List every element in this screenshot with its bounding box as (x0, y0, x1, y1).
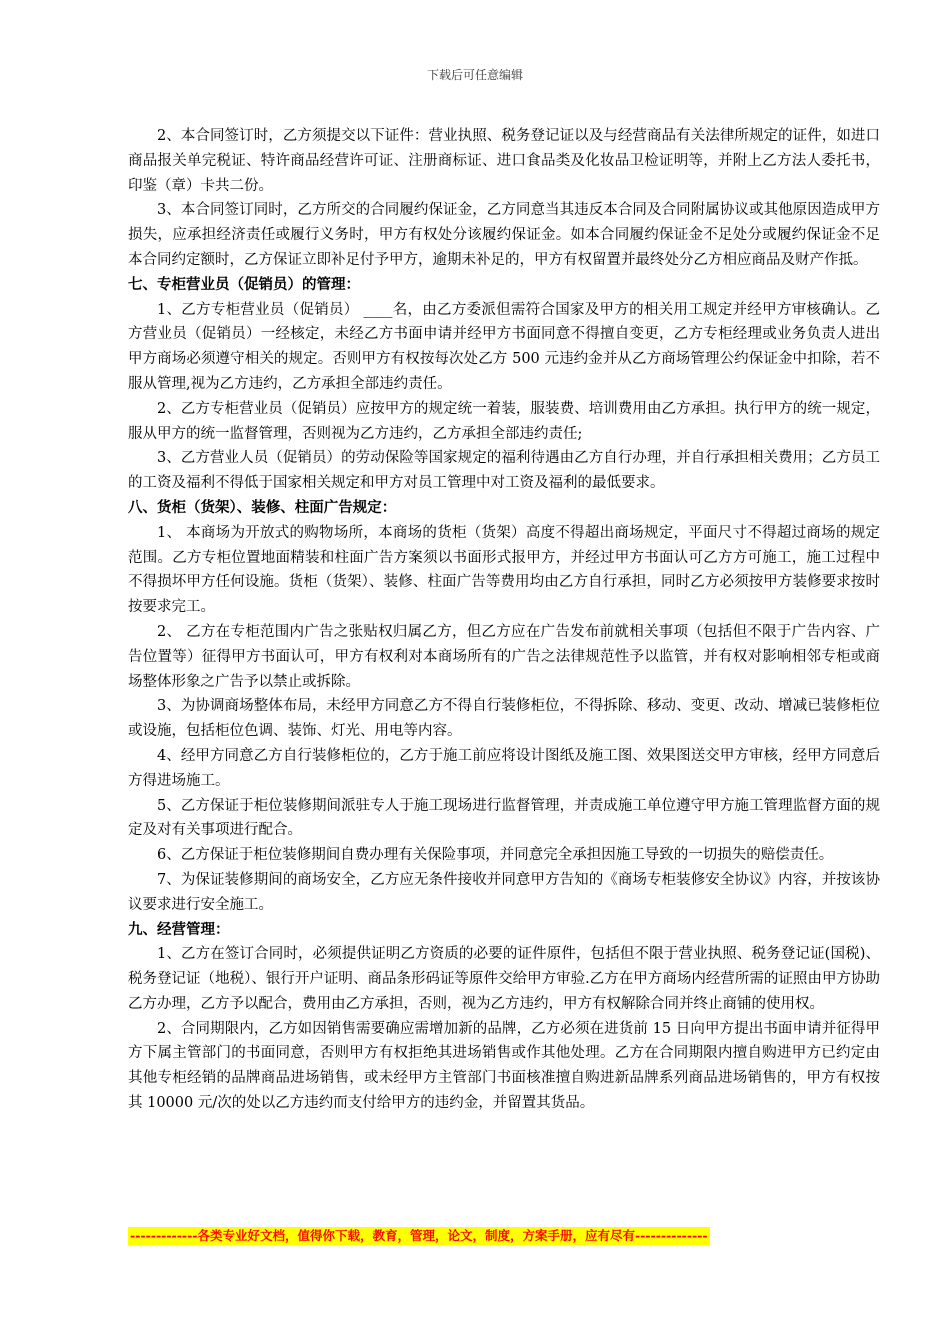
paragraph: 2、 乙方在专柜范围内广告之张贴权归属乙方，但乙方应在广告发布前就相关事项（包括但不限于广告内容、广告位置等）征得甲方书面认可，甲方有权利对本商场所有的广告之法律规范性予以监管，并有权对影响相邻专柜或商场整体形象之广告予以禁止或拆除。 (128, 623, 880, 690)
paragraph: 3、为协调商场整体布局，未经甲方同意乙方不得自行装修柜位，不得拆除、移动、变更、改动、增减已装修柜位或设施，包括柜位色调、装饰、灯光、用电等内容。 (128, 698, 880, 740)
paragraph: 2、本合同签订时，乙方须提交以下证件：营业执照、税务登记证以及与经营商品有关法律所规定的证件，如进口商品报关单完税证、特许商品经营许可证、注册商标证、进口食品类及化妆品卫检证明等，并附上乙方法人委托书，印鉴（章）卡共二份。 (128, 128, 880, 194)
paragraph: 1、乙方专柜营业员（促销员） ____名，由乙方委派但需符合国家及甲方的相关用工规定并经甲方审核确认。乙方营业员（促销员）一经核定，未经乙方书面申请并经甲方书面同意不得擅自变更，乙方专柜经理或业务负责人进出甲方商场必须遵守相关的规定。否则甲方有权按每次处乙方 500 元违约金并从乙方商场管理公约保证金中扣除，若不服从管理,视为乙方违约，乙方承担全部违约责任。 (128, 301, 880, 392)
paragraph: 5、乙方保证于柜位装修期间派驻专人于施工现场进行监督管理，并责成施工单位遵守甲方施工管理监督方面的规定及对有关事项进行配合。 (128, 797, 880, 839)
section-heading-9: 九、经营管理： (128, 921, 230, 938)
paragraph: 1、 本商场为开放式的购物场所，本商场的货柜（货架）高度不得超出商场规定，平面尺寸不得超过商场的规定范围。乙方专柜位置地面精装和柱面广告方案须以书面形式报甲方，并经过甲方书面认可乙方方可施工，施工过程中不得损坏甲方任何设施。货柜（货架）、装修、柱面广告等费用均由乙方自行承担，同时乙方必须按甲方装修要求按时按要求完工。 (128, 524, 880, 616)
paragraph: 7、为保证装修期间的商场安全，乙方应无条件接收并同意甲方告知的《商场专柜装修安全协议》内容，并按该协议要求进行安全施工。 (128, 871, 880, 913)
paragraph: 2、乙方专柜营业员（促销员）应按甲方的规定统一着装，服装费、培训费用由乙方承担。执行甲方的统一规定，服从甲方的统一监督管理，否则视为乙方违约，乙方承担全部违约责任; (128, 400, 880, 442)
document-body (128, 124, 880, 1116)
paragraph: 3、乙方营业人员（促销员）的劳动保险等国家规定的福利待遇由乙方自行办理，并自行承担相关费用；乙方员工的工资及福利不得低于国家相关规定和甲方对员工管理中对工资及福利的最低要求。 (128, 450, 880, 492)
paragraph: 2、合同期限内，乙方如因销售需要确应需增加新的品牌，乙方必须在进货前 15 日向甲方提出书面申请并征得甲方下属主管部门的书面同意，否则甲方有权拒绝其进场销售或作其他处理。乙方在合同期限内擅自购进甲方已约定由其他专柜经销的品牌商品进场销售，或未经甲方主管部门书面核准擅自购进新品牌系列商品进场销售的，甲方有权按其 10000 元/次的处以乙方违约而支付给甲方的违约金，并留置其货品。 (128, 1020, 880, 1112)
page-header: 下载后可任意编辑 (426, 68, 523, 82)
paragraph: 6、乙方保证于柜位装修期间自费办理有关保险事项，并同意完全承担因施工导致的一切损失的赔偿责任。 (157, 847, 834, 864)
paragraph: 1、乙方在签订合同时，必须提供证明乙方资质的必要的证件原件，包括但不限于营业执照、税务登记证(国税)、税务登记证（地税）、银行开户证明、商品条形码证等原件交给甲方审验.乙方在甲方商场内经营所需的证照由甲方协助乙方办理，乙方予以配合，费用由乙方承担，否则，视为乙方违约，甲方有权解除合同并终止商铺的使用权。 (128, 946, 880, 1012)
section-heading-7: 七、专柜营业员（促销员）的管理： (128, 276, 360, 293)
footer-banner: -------------各类专业好文档，值得你下载，教育，管理，论文，制度，方案手册，应有尽有-------------- (130, 1228, 708, 1243)
section-heading-8: 八、货柜（货架）、装修、柱面广告规定： (128, 499, 397, 516)
paragraph: 4、经甲方同意乙方自行装修柜位的，乙方于施工前应将设计图纸及施工图、效果图送交甲方审核，经甲方同意后方得进场施工。 (128, 747, 880, 789)
paragraph: 3、本合同签订同时，乙方所交的合同履约保证金，乙方同意当其违反本合同及合同附属协议或其他原因造成甲方损失，应承担经济责任或履行义务时，甲方有权处分该履约保证金。如本合同履约保证金不足处分或履约保证金不足本合同约定额时，乙方保证立即补足付予甲方，逾期未补足的，甲方有权留置并最终处分乙方相应商品及财产作抵。 (128, 202, 880, 268)
